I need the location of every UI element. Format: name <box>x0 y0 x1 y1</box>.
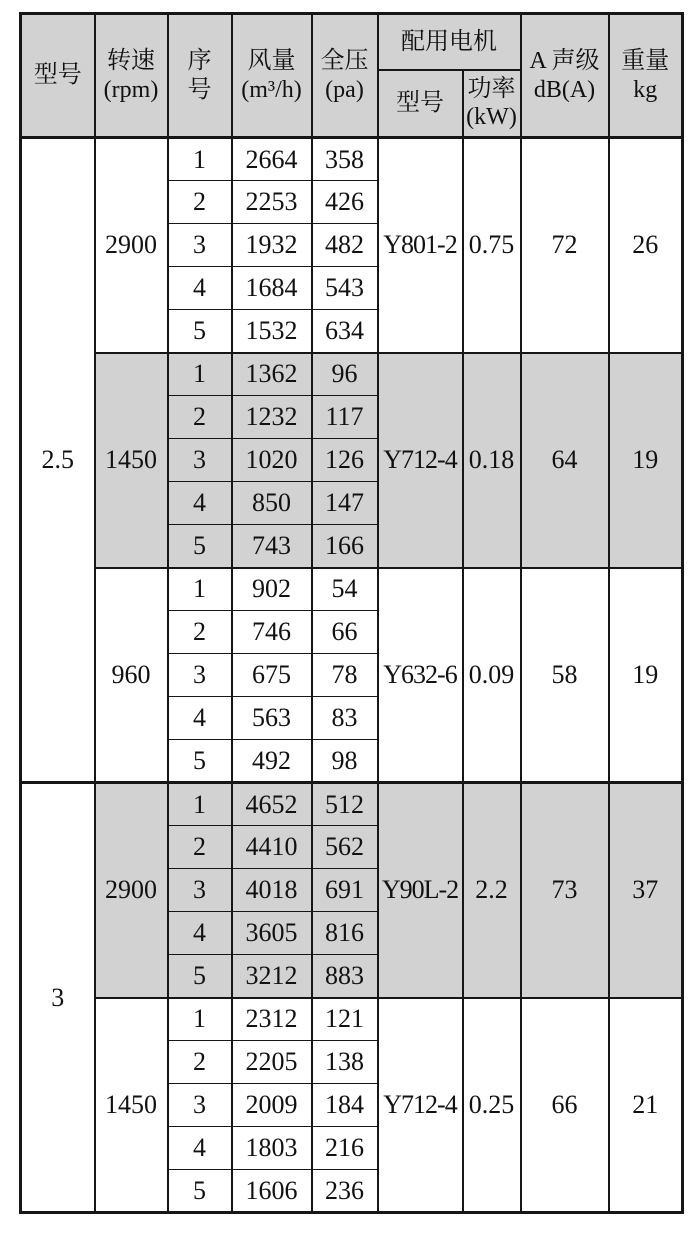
cell-weight: 37 <box>609 783 683 998</box>
cell-seq: 5 <box>168 525 232 568</box>
cell-airflow: 563 <box>232 697 312 740</box>
table-row <box>21 783 683 826</box>
cell-seq: 3 <box>168 869 232 912</box>
cell-seq: 2 <box>168 181 232 224</box>
cell-pressure: 66 <box>312 611 378 654</box>
cell-seq: 2 <box>168 611 232 654</box>
header-pressure-line2: (pa) <box>325 76 364 103</box>
cell-pressure: 184 <box>312 1084 378 1127</box>
header-airflow-line2: (m³/h) <box>241 76 302 103</box>
cell-pressure: 126 <box>312 439 378 482</box>
cell-airflow: 492 <box>232 740 312 783</box>
cell-airflow: 1803 <box>232 1127 312 1170</box>
cell-speed: 2900 <box>95 783 168 998</box>
header-motor-model: 型号 <box>378 70 463 138</box>
cell-seq: 3 <box>168 439 232 482</box>
cell-pressure: 883 <box>312 955 378 998</box>
header-seq-line1: 序 <box>187 48 212 75</box>
cell-pressure: 117 <box>312 396 378 439</box>
cell-airflow: 902 <box>232 568 312 611</box>
header-airflow <box>232 14 312 138</box>
cell-airflow: 675 <box>232 654 312 697</box>
cell-airflow: 1532 <box>232 310 312 353</box>
cell-pressure: 634 <box>312 310 378 353</box>
cell-seq: 1 <box>168 353 232 396</box>
cell-motor-power: 0.18 <box>463 353 521 568</box>
cell-noise-level: 72 <box>521 138 609 353</box>
fan-performance-table <box>19 12 684 1214</box>
cell-airflow: 2312 <box>232 998 312 1041</box>
header-motor-group: 配用电机 <box>378 14 521 70</box>
header-noise-line1: A 声级 <box>529 48 600 75</box>
header-motor-power-line2: (kW) <box>466 104 517 131</box>
cell-pressure: 98 <box>312 740 378 783</box>
cell-speed: 2900 <box>95 138 168 353</box>
cell-seq: 1 <box>168 783 232 826</box>
cell-airflow: 743 <box>232 525 312 568</box>
cell-seq: 3 <box>168 654 232 697</box>
cell-seq: 1 <box>168 998 232 1041</box>
cell-motor-model: Y632-6 <box>378 568 463 783</box>
cell-motor-power: 0.25 <box>463 998 521 1213</box>
header-speed-line1: 转速 <box>107 48 155 75</box>
header-motor-power <box>463 70 521 138</box>
cell-motor-power: 0.09 <box>463 568 521 783</box>
cell-airflow: 2205 <box>232 1041 312 1084</box>
cell-seq: 4 <box>168 697 232 740</box>
cell-motor-power: 2.2 <box>463 783 521 998</box>
cell-pressure: 358 <box>312 138 378 181</box>
table-header <box>21 14 683 138</box>
cell-seq: 4 <box>168 1127 232 1170</box>
cell-pressure: 691 <box>312 869 378 912</box>
header-fan-model: 型号 <box>21 14 95 138</box>
cell-speed: 960 <box>95 568 168 783</box>
cell-airflow: 4652 <box>232 783 312 826</box>
cell-pressure: 147 <box>312 482 378 525</box>
cell-pressure: 121 <box>312 998 378 1041</box>
header-weight-line1: 重量 <box>621 48 670 75</box>
cell-airflow: 3212 <box>232 955 312 998</box>
table-row <box>21 998 683 1041</box>
cell-noise-level: 66 <box>521 998 609 1213</box>
header-weight <box>609 14 683 138</box>
header-noise <box>521 14 609 138</box>
cell-weight: 19 <box>609 568 683 783</box>
cell-speed: 1450 <box>95 353 168 568</box>
table-body <box>21 138 683 1213</box>
cell-seq: 5 <box>168 740 232 783</box>
cell-seq: 2 <box>168 396 232 439</box>
cell-airflow: 2253 <box>232 181 312 224</box>
cell-pressure: 138 <box>312 1041 378 1084</box>
header-pressure-line1: 全压 <box>320 48 369 75</box>
cell-weight: 21 <box>609 998 683 1213</box>
cell-weight: 19 <box>609 353 683 568</box>
cell-pressure: 96 <box>312 353 378 396</box>
table-row <box>21 353 683 396</box>
cell-fan-model: 3 <box>21 783 95 1213</box>
header-seq-line2: 号 <box>187 76 212 103</box>
cell-seq: 4 <box>168 912 232 955</box>
cell-airflow: 2009 <box>232 1084 312 1127</box>
header-airflow-line1: 风量 <box>247 48 296 75</box>
header-motor-power-line1: 功率 <box>467 75 516 102</box>
cell-motor-model: Y712-4 <box>378 353 463 568</box>
header-pressure <box>312 14 378 138</box>
cell-speed: 1450 <box>95 998 168 1213</box>
cell-noise-level: 73 <box>521 783 609 998</box>
cell-airflow: 1606 <box>232 1170 312 1213</box>
cell-noise-level: 58 <box>521 568 609 783</box>
cell-airflow: 2664 <box>232 138 312 181</box>
cell-seq: 4 <box>168 267 232 310</box>
cell-pressure: 816 <box>312 912 378 955</box>
cell-pressure: 512 <box>312 783 378 826</box>
cell-pressure: 54 <box>312 568 378 611</box>
header-noise-line2: dB(A) <box>533 76 596 103</box>
header-seq <box>168 14 232 138</box>
cell-pressure: 236 <box>312 1170 378 1213</box>
cell-airflow: 1362 <box>232 353 312 396</box>
cell-seq: 1 <box>168 138 232 181</box>
cell-airflow: 4410 <box>232 826 312 869</box>
cell-noise-level: 64 <box>521 353 609 568</box>
cell-seq: 3 <box>168 224 232 267</box>
cell-seq: 5 <box>168 955 232 998</box>
cell-seq: 3 <box>168 1084 232 1127</box>
cell-airflow: 1932 <box>232 224 312 267</box>
cell-pressure: 78 <box>312 654 378 697</box>
cell-seq: 1 <box>168 568 232 611</box>
cell-motor-power: 0.75 <box>463 138 521 353</box>
header-speed-line2: (rpm) <box>103 76 159 103</box>
cell-airflow: 1232 <box>232 396 312 439</box>
table-row <box>21 568 683 611</box>
cell-seq: 5 <box>168 1170 232 1213</box>
cell-pressure: 426 <box>312 181 378 224</box>
cell-pressure: 166 <box>312 525 378 568</box>
cell-pressure: 543 <box>312 267 378 310</box>
cell-seq: 2 <box>168 826 232 869</box>
header-weight-line2: kg <box>633 76 658 103</box>
cell-airflow: 4018 <box>232 869 312 912</box>
header-row-top <box>21 14 683 70</box>
header-speed <box>95 14 168 138</box>
cell-seq: 5 <box>168 310 232 353</box>
cell-airflow: 3605 <box>232 912 312 955</box>
cell-airflow: 746 <box>232 611 312 654</box>
cell-motor-model: Y712-4 <box>378 998 463 1213</box>
cell-airflow: 850 <box>232 482 312 525</box>
cell-fan-model: 2.5 <box>21 138 95 783</box>
cell-pressure: 83 <box>312 697 378 740</box>
cell-airflow: 1020 <box>232 439 312 482</box>
cell-weight: 26 <box>609 138 683 353</box>
cell-seq: 4 <box>168 482 232 525</box>
cell-pressure: 562 <box>312 826 378 869</box>
table-row <box>21 138 683 181</box>
cell-seq: 2 <box>168 1041 232 1084</box>
cell-pressure: 482 <box>312 224 378 267</box>
cell-motor-model: Y90L-2 <box>378 783 463 998</box>
cell-motor-model: Y801-2 <box>378 138 463 353</box>
cell-airflow: 1684 <box>232 267 312 310</box>
cell-pressure: 216 <box>312 1127 378 1170</box>
